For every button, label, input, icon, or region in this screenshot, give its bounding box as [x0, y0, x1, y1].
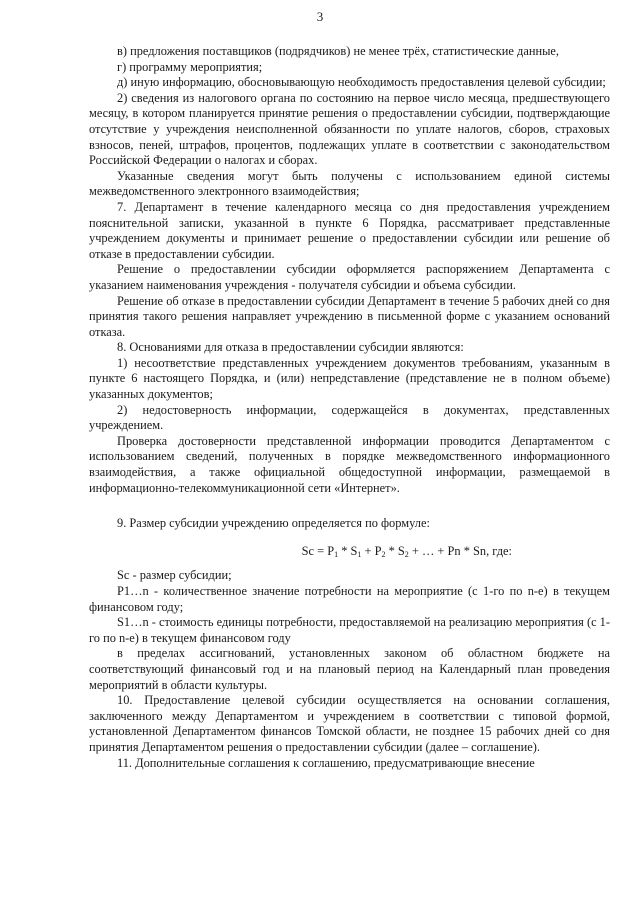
document-body [89, 44, 610, 771]
paragraph: д) иную информацию, обосновывающую необходимость предоставления целевой субсидии; [117, 75, 606, 90]
paragraph: г) программу мероприятия; [117, 59, 263, 74]
paragraph: S1…n - стоимость единицы потребности, предоставляемой на реализацию мероприятия (с 1-го по n-е) в текущем финансовом году [89, 615, 610, 645]
formula-subscript: 2 [381, 549, 386, 559]
paragraph: 1) несоответствие представленных учреждением документов требованиям, указанным в пункте 6 настоящего Порядка, и (или) непредставление (представление не в полном объеме) указанных документов; [89, 355, 610, 402]
paragraph: Указанные сведения могут быть получены с использованием единой системы межведомственного электронного взаимодействия; [89, 168, 610, 199]
paragraph: Проверка достоверности представленной информации проводится Департаментом с использованием сведений, полученных в порядке межведомственного информационного взаимодействия, а также официальной общедоступной информации, размещаемой в информационно-телекоммуникационной сети «Интернет». [89, 433, 610, 495]
formula-part: * S [338, 543, 358, 558]
paragraph: в) предложения поставщиков (подрядчиков) не менее трёх, статистические данные, [117, 44, 560, 58]
paragraph: Sc - размер субсидии; [117, 568, 232, 583]
paragraph: 2) недостоверность информации, содержащейся в документах, представленных учреждением. [89, 402, 610, 433]
paragraph: Решение о предоставлении субсидии оформляется распоряжением Департамента с указанием наименования учреждения - получателя субсидии и объема субсидии. [89, 262, 610, 292]
paragraph: 11. Дополнительные соглашения к соглашению, предусматривающие внесение [117, 755, 535, 770]
paragraph: 8. Основаниями для отказа в предоставлении субсидии являются: [117, 340, 464, 355]
paragraph: 10. Предоставление целевой субсидии осуществляется на основании соглашения, заключенного между Департаментом и учреждением в соответствии с типовой формой, установленной Департаментом финансов Томской области, не позднее 15 рабочих дней со дня принятия Департаментом решения о предоставлении субсидии (далее – соглашение). [89, 693, 610, 754]
formula-subscript: 2 [404, 549, 409, 559]
formula-subscript: 1 [334, 549, 339, 559]
formula-subscript: 1 [357, 549, 362, 559]
paragraph: Решение об отказе в предоставлении субсидии Департамент в течение 5 рабочих дней со дня принятия такого решения направляет учреждению в письменной форме с указанием оснований отказа. [89, 293, 610, 339]
paragraph: в пределах ассигнований, установленных законом об областном бюджете на соответствующий финансовый год и на плановый период на Календарный план проведения мероприятий в области культуры. [89, 646, 610, 692]
subsidy-formula [89, 544, 610, 561]
formula-part: * S [385, 543, 405, 558]
paragraph: 7. Департамент в течение календарного месяца со дня предоставления учреждением пояснительной записки, указанной в пункте 6 Порядка, рассматривает представленные учреждением документы и принимает решение о предоставлении субсидии или решение об отказе в предоставлении субсидии. [89, 199, 610, 261]
section-9-title: 9. Размер субсидии учреждению определяется по формуле: [117, 516, 430, 531]
page-number: 3 [316, 9, 324, 24]
formula-part: Sc = P [301, 543, 335, 558]
paragraph: P1…n - количественное значение потребности на мероприятие (с 1-го по n-е) в текущем финансовом году; [89, 584, 610, 614]
paragraph: 2) сведения из налогового органа по состоянию на первое число месяца, предшествующего месяцу, в котором планируется принятие решения о предоставлении субсидии, подтверждающие отсутствие у учреждения неисполненной обязанности по уплате налогов, сборов, страховых взносов, пеней, штрафов, процентов, подлежащих уплате в соответствии с законодательством Российской Федерации о налогах и сборах. [89, 90, 610, 168]
formula-part: + … + Pn * Sn, где: [408, 543, 512, 558]
formula-part: + P [361, 543, 382, 558]
